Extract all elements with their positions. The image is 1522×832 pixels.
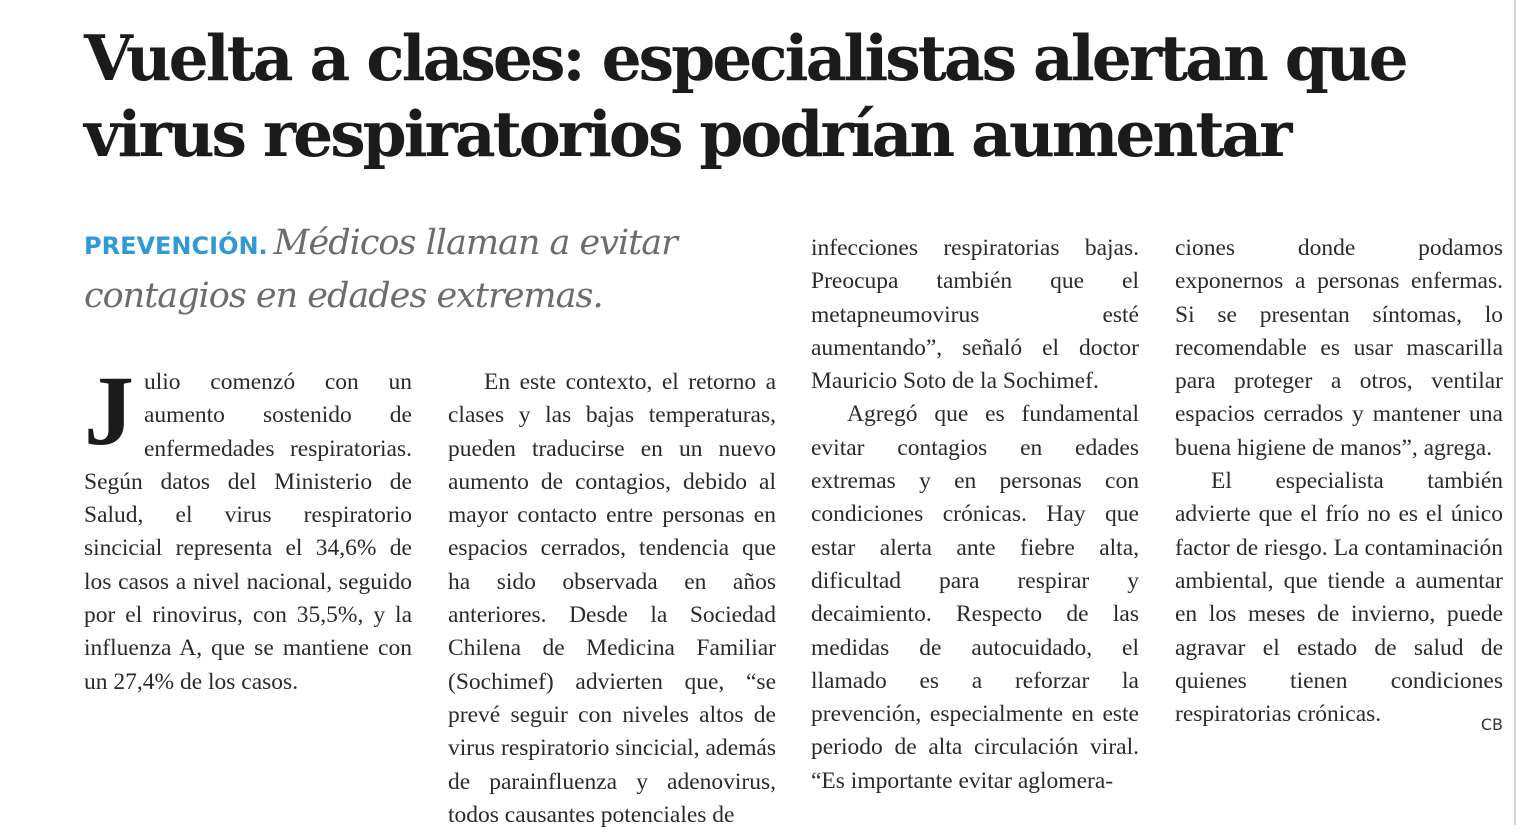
- body-column-1: [84, 355, 412, 699]
- body-paragraph-3: infecciones respiratorias bajas. Preocupa también que el metapneumovirus esté aumentando”, señaló el doctor Mauricio Soto de la Sochimef.: [811, 235, 1139, 395]
- paragraph-text: ulio comenzó con un aumento sostenido de enfermedades respiratorias. Según datos del Ministerio de Salud, el virus respiratorio sincicial representa el 34,6% de los casos a nivel nacional, seguido por el rinovirus, con 35,5%, y la influenza A, que se mantiene con un 27,4% de los casos.: [84, 369, 412, 695]
- body-paragraph-4: Agregó que es fundamental evitar contagios en edades extremas y en personas con condiciones crónicas. Hay que estar alerta ante fiebre alta, dificultad para respirar y decaimiento. Respecto de las medidas de autocuidado, el llamado es a reforzar la prevención, especialmente en este periodo de alta circulación viral. “Es importante evitar aglomera-: [811, 401, 1139, 794]
- body-paragraph-1: [84, 355, 412, 699]
- article-deck: [84, 218, 764, 321]
- body-column-3: [811, 232, 1139, 798]
- body-paragraph-6: [1175, 465, 1503, 735]
- paragraph-text: El especialista también advierte que el frío no es el único factor de riesgo. La contaminación ambiental, que tiende a aumentar en los meses de invierno, puede agravar el estado de salud de quienes tienen condiciones respiratorias crónicas.: [1175, 468, 1503, 728]
- article-headline: Vuelta a clases: especialistas alertan que virus respiratorios podrían aumentar: [84, 21, 1406, 171]
- page-edge-divider: [1514, 0, 1516, 825]
- body-column-2: [448, 366, 776, 832]
- body-paragraph-5: ciones donde podamos exponernos a personas enfermas. Si se presentan síntomas, lo recomendable es usar mascarilla para proteger a otros, ventilar espacios cerrados y mantener una buena higiene de manos”, agrega.: [1175, 235, 1503, 461]
- end-of-article-icon: CB: [1480, 715, 1503, 735]
- body-paragraph-2: En este contexto, el retorno a clases y las bajas temperaturas, pueden traducirse en un nuevo aumento de contagios, debido al mayor contacto entre personas en espacios cerrados, tendencia que ha sido observada en años anteriores. Desde la Sociedad Chilena de Medicina Familiar (Sochimef) advierten que, “se prevé seguir con niveles altos de virus respiratorio sincicial, además de parainfluenza y adenovirus, todos causantes potenciales de: [448, 369, 776, 828]
- deck-kicker: PREVENCIÓN.: [84, 232, 268, 260]
- deck-text: Médicos llaman a evitar contagios en edades extremas.: [84, 223, 677, 316]
- drop-cap: J: [84, 355, 134, 466]
- body-column-4: [1175, 232, 1503, 741]
